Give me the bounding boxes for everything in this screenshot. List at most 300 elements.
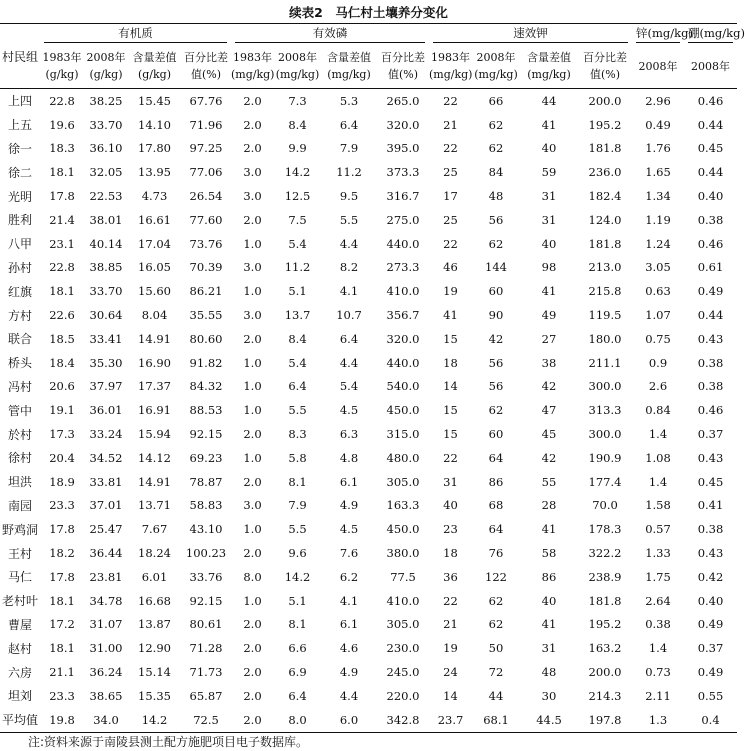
value-cell: 38.01 xyxy=(89,212,123,227)
value-cell: 450.0 xyxy=(386,522,420,537)
value-cell: 0.61 xyxy=(697,260,724,275)
value-cell: 313.3 xyxy=(588,403,622,418)
value-cell: 5.3 xyxy=(339,93,359,108)
value-cell: 76 xyxy=(488,546,504,561)
value-cell: 65.87 xyxy=(189,688,223,703)
table-row xyxy=(0,684,737,708)
value-cell: 3.0 xyxy=(243,498,262,513)
value-cell: 0.49 xyxy=(697,617,724,632)
table-row xyxy=(0,541,737,565)
value-cell: 0.44 xyxy=(697,117,724,132)
value-cell: 238.9 xyxy=(588,569,622,584)
value-cell: 21 xyxy=(443,117,458,132)
value-cell: 3.0 xyxy=(243,165,262,180)
village-name-cell: 红旗 xyxy=(7,284,32,299)
value-cell: 122 xyxy=(485,569,507,584)
value-cell: 1.3 xyxy=(632,708,684,732)
value-cell: 23.3 xyxy=(49,498,75,513)
value-cell: 34.52 xyxy=(89,450,123,465)
village-name-cell: 上五 xyxy=(7,118,32,133)
header-available-potassium: 速效钾 xyxy=(429,24,632,45)
value-cell: 24 xyxy=(443,665,458,680)
value-cell: 40.14 xyxy=(89,236,123,251)
value-cell: 0.55 xyxy=(697,688,724,703)
value-cell: 98 xyxy=(541,260,557,275)
value-cell: 49 xyxy=(541,308,557,323)
value-cell: 14.12 xyxy=(138,450,171,465)
value-cell: 440.0 xyxy=(386,355,420,370)
value-cell: 8.4 xyxy=(288,331,307,346)
value-cell: 1.4 xyxy=(648,641,668,656)
value-cell: 30 xyxy=(541,688,557,703)
value-cell: 90 xyxy=(488,308,504,323)
value-cell: 144 xyxy=(485,260,507,275)
value-cell: 6.01 xyxy=(141,569,168,584)
value-cell: 14.2 xyxy=(284,165,311,180)
header-om-diff: 含量差值(g/kg) xyxy=(128,44,181,89)
value-cell: 300.0 xyxy=(588,427,622,442)
value-cell: 18.2 xyxy=(49,546,75,561)
value-cell: 5.4 xyxy=(288,236,307,251)
header-organic-matter: 有机质 xyxy=(40,24,231,45)
table-row xyxy=(0,303,737,327)
value-cell: 6.6 xyxy=(288,641,307,656)
value-cell: 17.8 xyxy=(49,522,75,537)
value-cell: 320.0 xyxy=(386,117,420,132)
value-cell: 2.64 xyxy=(645,593,671,608)
village-name-cell: 桥头 xyxy=(7,356,32,371)
value-cell: 8.1 xyxy=(288,474,307,489)
value-cell: 4.9 xyxy=(339,498,359,513)
value-cell: 14 xyxy=(443,688,458,703)
value-cell: 13.7 xyxy=(284,308,311,323)
value-cell: 177.4 xyxy=(588,474,622,489)
value-cell: 41 xyxy=(541,617,557,632)
value-cell: 71.96 xyxy=(189,117,223,132)
value-cell: 356.7 xyxy=(386,308,420,323)
value-cell: 320.0 xyxy=(386,331,420,346)
value-cell: 7.9 xyxy=(339,141,359,156)
value-cell: 77.06 xyxy=(189,165,223,180)
value-cell: 40 xyxy=(443,498,458,513)
header-om-1983: 1983年(g/kg) xyxy=(40,44,84,89)
value-cell: 0.49 xyxy=(697,284,724,299)
value-cell: 182.4 xyxy=(588,189,622,204)
value-cell: 7.6 xyxy=(339,546,359,561)
value-cell: 5.4 xyxy=(339,379,359,394)
village-name-cell: 王村 xyxy=(7,546,32,561)
value-cell: 3.0 xyxy=(243,260,262,275)
value-cell: 4.4 xyxy=(339,236,359,251)
value-cell: 300.0 xyxy=(588,379,622,394)
value-cell: 60 xyxy=(488,427,504,442)
value-cell: 0.42 xyxy=(697,569,724,584)
value-cell: 77.5 xyxy=(390,569,416,584)
value-cell: 18.9 xyxy=(49,474,75,489)
value-cell: 43.10 xyxy=(189,522,223,537)
table-row xyxy=(0,89,737,113)
value-cell: 70.0 xyxy=(592,498,618,513)
value-cell: 6.1 xyxy=(339,617,359,632)
header-b-2008: 2008年 xyxy=(684,44,737,89)
value-cell: 1.0 xyxy=(243,355,262,370)
value-cell: 9.6 xyxy=(288,546,307,561)
value-cell: 0.40 xyxy=(697,189,724,204)
value-cell: 14.2 xyxy=(128,708,181,732)
value-cell: 2.0 xyxy=(243,212,262,227)
value-cell: 18 xyxy=(443,546,458,561)
value-cell: 0.84 xyxy=(645,403,671,418)
header-om-pct: 百分比差值(%) xyxy=(181,44,231,89)
value-cell: 62 xyxy=(488,617,504,632)
table-row xyxy=(0,137,737,161)
source-note: 注:资料来源于南陵县测土配方施肥项目电子数据库。 xyxy=(28,735,309,749)
value-cell: 15.94 xyxy=(138,427,171,442)
value-cell: 0.38 xyxy=(697,522,724,537)
header-p-2008: 2008年(mg/kg) xyxy=(274,44,321,89)
village-name-cell: 坦刘 xyxy=(7,689,32,704)
value-cell: 8.1 xyxy=(288,617,307,632)
table-row xyxy=(0,327,737,351)
village-name-cell: 冯村 xyxy=(7,379,32,394)
value-cell: 38.25 xyxy=(89,93,123,108)
village-name-cell: 管中 xyxy=(7,403,32,418)
value-cell: 13.71 xyxy=(138,498,171,513)
value-cell: 181.8 xyxy=(588,236,622,251)
value-cell: 66 xyxy=(488,93,504,108)
value-cell: 180.0 xyxy=(588,331,622,346)
value-cell: 64 xyxy=(488,450,504,465)
value-cell: 22.8 xyxy=(49,260,75,275)
value-cell: 33.70 xyxy=(89,284,123,299)
value-cell: 3.0 xyxy=(243,189,262,204)
value-cell: 6.4 xyxy=(339,331,359,346)
header-village: 村民组 xyxy=(0,24,40,89)
value-cell: 0.4 xyxy=(684,708,737,732)
value-cell: 0.38 xyxy=(697,379,724,394)
value-cell: 62 xyxy=(488,593,504,608)
value-cell: 342.8 xyxy=(377,708,429,732)
value-cell: 8.3 xyxy=(288,427,307,442)
value-cell: 56 xyxy=(488,212,504,227)
value-cell: 0.46 xyxy=(697,93,724,108)
value-cell: 47 xyxy=(541,403,557,418)
value-cell: 92.15 xyxy=(189,427,223,442)
value-cell: 22.6 xyxy=(49,308,75,323)
value-cell: 22 xyxy=(443,141,458,156)
value-cell: 56 xyxy=(488,355,504,370)
value-cell: 0.63 xyxy=(645,284,671,299)
value-cell: 195.2 xyxy=(588,117,622,132)
value-cell: 1.24 xyxy=(645,236,671,251)
value-cell: 22 xyxy=(443,450,458,465)
value-cell: 230.0 xyxy=(386,641,420,656)
value-cell: 0.49 xyxy=(645,117,671,132)
value-cell: 2.0 xyxy=(243,331,262,346)
value-cell: 41 xyxy=(443,308,458,323)
value-cell: 40 xyxy=(541,236,557,251)
value-cell: 1.0 xyxy=(243,379,262,394)
value-cell: 2.0 xyxy=(243,427,262,442)
value-cell: 13.95 xyxy=(138,165,171,180)
value-cell: 2.0 xyxy=(243,474,262,489)
value-cell: 410.0 xyxy=(386,593,420,608)
value-cell: 21.4 xyxy=(49,212,75,227)
value-cell: 0.44 xyxy=(697,165,724,180)
value-cell: 6.2 xyxy=(339,569,359,584)
value-cell: 86 xyxy=(541,569,557,584)
value-cell: 305.0 xyxy=(386,474,420,489)
header-zinc: 锌(mg/kg) xyxy=(632,24,684,45)
value-cell: 245.0 xyxy=(386,665,420,680)
value-cell: 32.05 xyxy=(89,165,123,180)
value-cell: 36.10 xyxy=(89,141,123,156)
value-cell: 410.0 xyxy=(386,284,420,299)
value-cell: 373.3 xyxy=(386,165,420,180)
value-cell: 69.23 xyxy=(189,450,223,465)
value-cell: 17 xyxy=(443,189,458,204)
value-cell: 17.2 xyxy=(49,617,75,632)
value-cell: 124.0 xyxy=(588,212,622,227)
header-k-pct: 百分比差值(%) xyxy=(578,44,632,89)
value-cell: 33.76 xyxy=(189,569,223,584)
value-cell: 6.4 xyxy=(339,117,359,132)
value-cell: 18.24 xyxy=(138,546,171,561)
table-row xyxy=(0,660,737,684)
value-cell: 0.73 xyxy=(645,665,671,680)
value-cell: 19 xyxy=(443,641,458,656)
table-row xyxy=(0,636,737,660)
value-cell: 8.0 xyxy=(274,708,321,732)
value-cell: 4.1 xyxy=(339,284,359,299)
value-cell: 213.0 xyxy=(588,260,622,275)
value-cell: 36 xyxy=(443,569,458,584)
value-cell: 14.2 xyxy=(284,569,311,584)
value-cell: 19 xyxy=(443,284,458,299)
value-cell: 36.44 xyxy=(89,546,123,561)
value-cell: 40 xyxy=(541,141,557,156)
value-cell: 163.2 xyxy=(588,641,622,656)
value-cell: 100.23 xyxy=(185,546,227,561)
value-cell: 1.0 xyxy=(243,593,262,608)
value-cell: 72 xyxy=(488,665,504,680)
value-cell: 48 xyxy=(488,189,504,204)
value-cell: 17.04 xyxy=(138,236,171,251)
value-cell: 1.0 xyxy=(243,284,262,299)
value-cell: 220.0 xyxy=(386,688,420,703)
value-cell: 440.0 xyxy=(386,236,420,251)
table-row xyxy=(0,351,737,375)
value-cell: 46 xyxy=(443,260,458,275)
value-cell: 31 xyxy=(541,189,557,204)
value-cell: 273.3 xyxy=(386,260,420,275)
value-cell: 40 xyxy=(541,593,557,608)
value-cell: 450.0 xyxy=(386,403,420,418)
value-cell: 190.9 xyxy=(588,450,622,465)
value-cell: 38 xyxy=(541,355,557,370)
value-cell: 15.14 xyxy=(138,665,171,680)
value-cell: 7.5 xyxy=(288,212,307,227)
value-cell: 5.8 xyxy=(288,450,307,465)
value-cell: 34.0 xyxy=(84,708,128,732)
table-row xyxy=(0,589,737,613)
table-row xyxy=(0,184,737,208)
value-cell: 62 xyxy=(488,403,504,418)
value-cell: 6.0 xyxy=(321,708,377,732)
value-cell: 1.07 xyxy=(645,308,671,323)
value-cell: 265.0 xyxy=(386,93,420,108)
value-cell: 67.76 xyxy=(189,93,223,108)
value-cell: 322.2 xyxy=(588,546,622,561)
value-cell: 12.5 xyxy=(284,189,311,204)
header-available-phosphorus: 有效磷 xyxy=(231,24,429,45)
value-cell: 1.34 xyxy=(645,189,671,204)
table-row xyxy=(0,470,737,494)
value-cell: 14.10 xyxy=(138,117,171,132)
value-cell: 17.37 xyxy=(138,379,171,394)
header-k-2008: 2008年(mg/kg) xyxy=(472,44,520,89)
value-cell: 4.9 xyxy=(339,665,359,680)
value-cell: 4.73 xyxy=(141,189,168,204)
value-cell: 0.9 xyxy=(648,355,668,370)
value-cell: 42 xyxy=(541,450,557,465)
value-cell: 37.97 xyxy=(89,379,123,394)
value-cell: 18.1 xyxy=(49,593,75,608)
value-cell: 2.0 xyxy=(243,688,262,703)
value-cell: 22.53 xyxy=(89,189,123,204)
value-cell: 6.9 xyxy=(288,665,307,680)
value-cell: 4.5 xyxy=(339,403,359,418)
table-row xyxy=(0,160,737,184)
value-cell: 70.39 xyxy=(189,260,223,275)
village-name-cell: 徐村 xyxy=(7,451,32,466)
value-cell: 15 xyxy=(443,403,458,418)
value-cell: 31 xyxy=(541,212,557,227)
value-cell: 200.0 xyxy=(588,665,622,680)
value-cell: 2.0 xyxy=(243,117,262,132)
value-cell: 20.6 xyxy=(49,379,75,394)
village-name-cell: 坦洪 xyxy=(7,475,32,490)
value-cell: 2.96 xyxy=(645,93,671,108)
value-cell: 62 xyxy=(488,141,504,156)
value-cell: 7.9 xyxy=(288,498,307,513)
value-cell: 62 xyxy=(488,117,504,132)
average-row xyxy=(0,708,737,732)
value-cell: 8.04 xyxy=(141,308,168,323)
value-cell: 5.5 xyxy=(339,212,359,227)
value-cell: 25 xyxy=(443,212,458,227)
village-name-cell: 徐一 xyxy=(7,141,32,156)
value-cell: 15.60 xyxy=(138,284,171,299)
value-cell: 15 xyxy=(443,331,458,346)
value-cell: 2.11 xyxy=(645,688,671,703)
value-cell: 0.41 xyxy=(697,498,724,513)
village-name-cell: 曹屋 xyxy=(7,617,32,632)
value-cell: 1.0 xyxy=(243,236,262,251)
value-cell: 15.35 xyxy=(138,688,171,703)
value-cell: 37.01 xyxy=(89,498,123,513)
value-cell: 13.87 xyxy=(138,617,171,632)
value-cell: 5.5 xyxy=(288,522,307,537)
value-cell: 23 xyxy=(443,522,458,537)
value-cell: 14.91 xyxy=(138,474,171,489)
value-cell: 1.75 xyxy=(645,569,671,584)
value-cell: 0.43 xyxy=(697,546,724,561)
value-cell: 6.4 xyxy=(288,688,307,703)
value-cell: 119.5 xyxy=(588,308,622,323)
table-row xyxy=(0,565,737,589)
value-cell: 0.37 xyxy=(697,427,724,442)
value-cell: 41 xyxy=(541,117,557,132)
village-name-cell: 南园 xyxy=(7,498,32,513)
value-cell: 0.43 xyxy=(697,450,724,465)
header-zn-2008: 2008年 xyxy=(632,44,684,89)
value-cell: 5.1 xyxy=(288,593,307,608)
value-cell: 55 xyxy=(541,474,557,489)
value-cell: 18.1 xyxy=(49,284,75,299)
value-cell: 50 xyxy=(488,641,504,656)
value-cell: 163.3 xyxy=(386,498,420,513)
value-cell: 80.60 xyxy=(189,331,223,346)
value-cell: 0.45 xyxy=(697,141,724,156)
value-cell: 0.45 xyxy=(697,474,724,489)
value-cell: 71.73 xyxy=(189,665,223,680)
value-cell: 22.8 xyxy=(49,93,75,108)
table-title: 续表2 马仁村土壤养分变化 xyxy=(289,5,448,20)
value-cell: 236.0 xyxy=(588,165,622,180)
value-cell: 31 xyxy=(541,641,557,656)
value-cell: 4.4 xyxy=(339,688,359,703)
value-cell: 2.6 xyxy=(648,379,668,394)
value-cell: 5.4 xyxy=(288,355,307,370)
value-cell: 19.6 xyxy=(49,117,75,132)
value-cell: 211.1 xyxy=(588,355,622,370)
value-cell: 44 xyxy=(541,93,557,108)
value-cell: 33.24 xyxy=(89,427,123,442)
value-cell: 14.91 xyxy=(138,331,171,346)
value-cell: 0.75 xyxy=(645,331,671,346)
value-cell: 33.41 xyxy=(89,331,123,346)
value-cell: 0.40 xyxy=(697,593,724,608)
value-cell: 16.91 xyxy=(138,403,171,418)
value-cell: 4.5 xyxy=(339,522,359,537)
value-cell: 0.38 xyxy=(645,617,671,632)
value-cell: 78.87 xyxy=(189,474,223,489)
value-cell: 1.4 xyxy=(648,474,668,489)
value-cell: 18.1 xyxy=(49,165,75,180)
value-cell: 6.3 xyxy=(339,427,359,442)
table-row xyxy=(0,517,737,541)
value-cell: 12.90 xyxy=(138,641,171,656)
value-cell: 23.7 xyxy=(429,708,472,732)
value-cell: 91.82 xyxy=(189,355,223,370)
value-cell: 4.8 xyxy=(339,450,359,465)
value-cell: 31 xyxy=(443,474,458,489)
value-cell: 20.4 xyxy=(49,450,75,465)
value-cell: 0.38 xyxy=(697,212,724,227)
value-cell: 26.54 xyxy=(189,189,223,204)
value-cell: 31.07 xyxy=(89,617,123,632)
table-row xyxy=(0,375,737,399)
value-cell: 181.8 xyxy=(588,593,622,608)
value-cell: 88.53 xyxy=(189,403,223,418)
value-cell: 1.65 xyxy=(645,165,671,180)
village-name-cell: 於村 xyxy=(7,427,32,442)
value-cell: 31.00 xyxy=(89,641,123,656)
value-cell: 1.58 xyxy=(645,498,671,513)
village-name-cell: 徐二 xyxy=(7,165,32,180)
value-cell: 64 xyxy=(488,522,504,537)
